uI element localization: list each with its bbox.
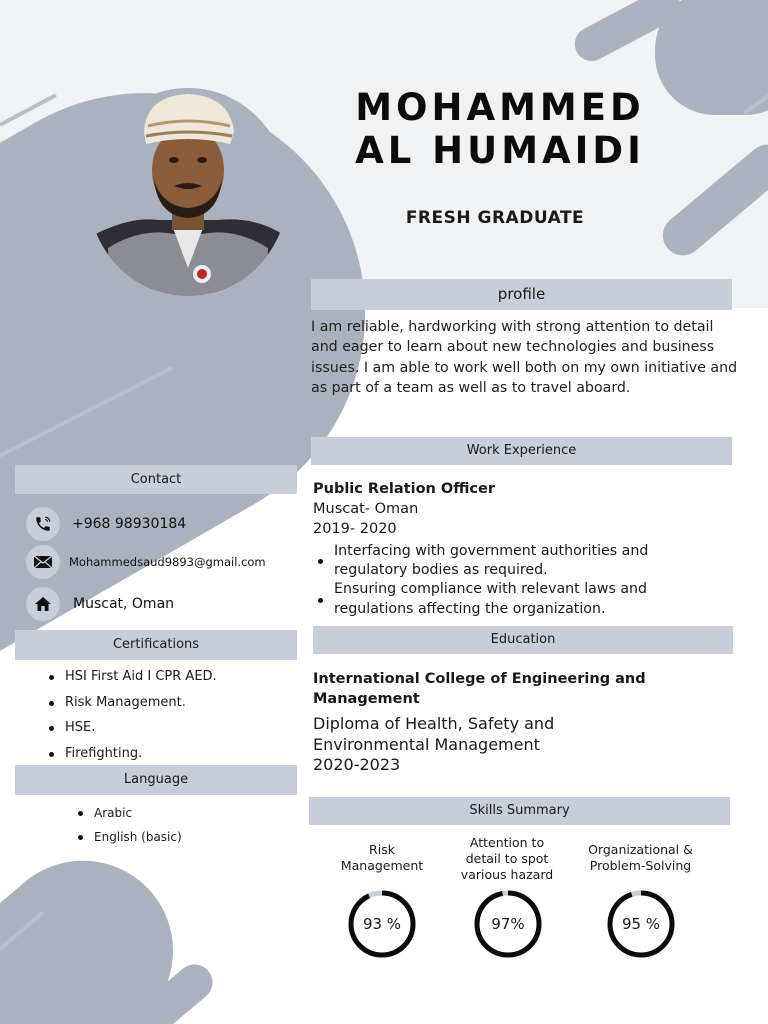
skills-heading: Skills Summary: [469, 803, 570, 818]
skill-value: 95 %: [621, 915, 661, 933]
profile-heading-bar: [311, 279, 732, 310]
name-line-1: MOHAMMED: [355, 86, 645, 129]
home-icon: [26, 587, 60, 621]
list-item: Interfacing with government authorities and regulatory bodies as required.: [318, 542, 718, 580]
profile-heading: profile: [497, 285, 546, 303]
contact-email-row: [26, 545, 266, 579]
job-title: Public Relation Officer: [313, 481, 495, 497]
contact-heading: Contact: [130, 472, 182, 487]
education-school: International College of Engineering and Management: [313, 671, 646, 707]
skill-gauge: [347, 889, 417, 959]
list-item: HSE.: [49, 715, 217, 741]
certifications-list: [49, 664, 217, 767]
certifications-heading: Certifications: [112, 637, 200, 652]
skill-label: Risk Management: [340, 842, 424, 873]
job-location: Muscat- Oman: [313, 501, 419, 517]
job-years: 2019- 2020: [313, 521, 397, 537]
phone-icon: [26, 507, 60, 541]
profile-photo: [88, 88, 288, 296]
language-heading: Language: [123, 772, 189, 787]
name-line-2: AL HUMAIDI: [355, 129, 645, 172]
list-item: English (basic): [78, 825, 182, 849]
education-heading: Education: [490, 632, 556, 647]
contact-email: Mohammedsaud9893@gmail.com: [69, 555, 266, 569]
skill-value: 97%: [491, 915, 525, 933]
profile-text: I am reliable, hardworking with strong attention to detail and eager to learn about new technologies and business issues. I am able to work well both on my own initiative and as part of a team as well as to travel aboard.: [311, 319, 738, 396]
list-item: HSI First Aid I CPR AED.: [49, 664, 217, 690]
list-item: Risk Management.: [49, 690, 217, 716]
education-heading-bar: [313, 626, 733, 654]
envelope-icon: [26, 545, 60, 579]
work-heading-bar: [311, 437, 732, 465]
skill-value: 93 %: [362, 915, 402, 933]
skill-label: Organizational & Problem-Solving: [588, 842, 693, 873]
skill-label: Attention to detail to spot various hazard: [460, 835, 554, 882]
job-title-heading: FRESH GRADUATE: [405, 208, 585, 228]
list-item: Firefighting.: [49, 741, 217, 767]
skill-gauge: [606, 889, 676, 959]
language-list: [78, 801, 182, 849]
contact-heading-bar: [15, 465, 297, 494]
contact-phone-row: [26, 507, 186, 541]
certifications-heading-bar: [15, 630, 297, 660]
list-item: Ensuring compliance with relevant laws and regulations affecting the organization.: [318, 580, 718, 618]
list-item: Arabic: [78, 801, 182, 825]
work-heading: Work Experience: [466, 443, 577, 458]
portrait-illustration: [88, 88, 288, 296]
language-heading-bar: [15, 765, 297, 795]
skill-gauge: [473, 889, 543, 959]
contact-phone: +968 98930184: [72, 516, 187, 532]
education-degree: Diploma of Health, Safety and Environmental Management: [313, 714, 555, 754]
contact-location: Muscat, Oman: [73, 596, 175, 612]
education-years: 2020-2023: [313, 755, 401, 774]
candidate-name: [310, 86, 690, 172]
job-duties-list: [318, 542, 718, 619]
contact-location-row: [26, 587, 174, 621]
skills-heading-bar: [309, 797, 730, 825]
